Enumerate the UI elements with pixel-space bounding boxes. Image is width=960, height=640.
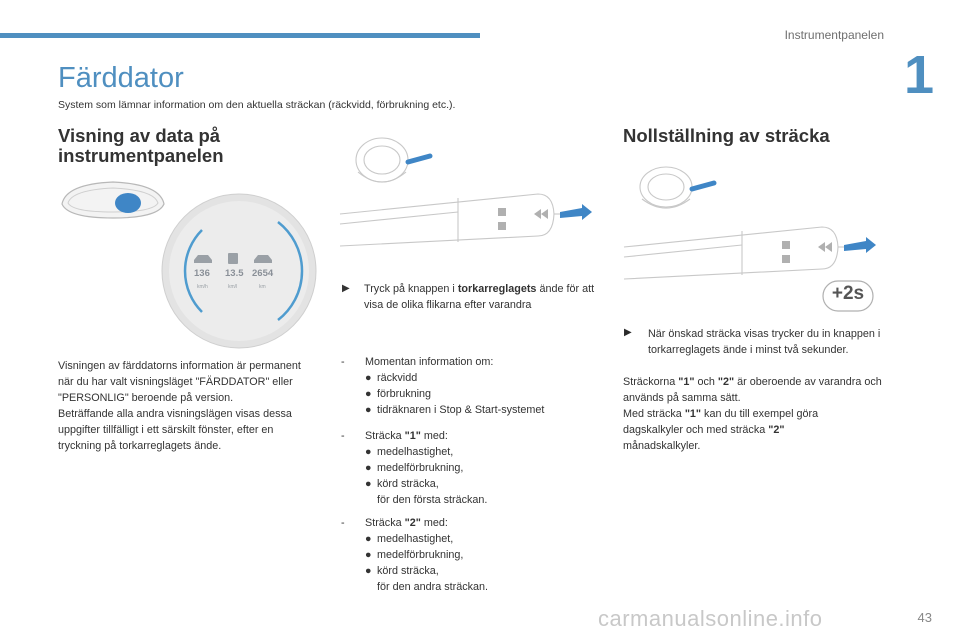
reset-p1-b1: "1" — [678, 376, 695, 388]
display-description-para2: Beträffande alla andra visningslägen visas dessa uppgifter tillfälligt i ett särskilt fönster, efter en tryckning på torkarreglagets ände. — [58, 408, 292, 452]
trip2-label-bold: "2" — [404, 517, 421, 529]
reset-p2-pre: Med sträcka — [623, 408, 685, 420]
chapter-number: 1 — [903, 45, 934, 105]
section-label: Instrumentpanelen — [784, 28, 884, 42]
reset-p1-post: är oberoende av varandra och används på samma sätt. — [623, 376, 882, 404]
momentan-label: Momentan information om: — [365, 356, 494, 368]
display-unit-3: km — [259, 284, 266, 290]
display-unit-1: km/h — [197, 284, 208, 290]
trip1-tail: för den första sträckan. — [377, 494, 488, 506]
display-unit-2: km/l — [228, 284, 238, 290]
wiper-instruction-pre: Tryck på knappen i — [364, 283, 458, 295]
reset-p1-mid: och — [694, 376, 718, 388]
trip2-item: körd sträcka, — [377, 565, 439, 577]
instruction-arrow-icon: ▶ — [342, 283, 350, 294]
display-value-1: 136 — [194, 268, 210, 279]
badge-text: +2s — [831, 283, 865, 304]
reset-p2-mid: kan du till exempel göra dagskalkyler och med sträcka — [623, 408, 819, 436]
heading-display-data: Visning av data på instrumentpanelen — [58, 125, 224, 166]
momentan-item: förbrukning — [377, 388, 432, 400]
trip1-label-bold: "1" — [404, 430, 421, 442]
trip1-item: medelförbrukning, — [377, 462, 464, 474]
trip2-list: - Sträcka "2" med: ● medelhastighet, ● medelförbrukning, ● körd sträcka, för den andra sträckan. — [341, 515, 603, 595]
trip2-tail: för den andra sträckan. — [377, 581, 489, 593]
reset-p1-b2: "2" — [717, 376, 735, 388]
wiper-instruction — [342, 281, 604, 313]
trip1-item: medelhastighet, — [377, 446, 454, 458]
momentan-item: räckvidd — [377, 372, 418, 384]
reset-p2-post: månadskalkyler. — [623, 440, 701, 452]
momentan-list: - Momentan information om: ● räckvidd ● förbrukning ● tidräknaren i Stop & Start-systemet — [341, 356, 545, 416]
header-bar — [0, 33, 480, 38]
watermark: carmanualsonline.info — [598, 606, 823, 631]
trip2-label-pre: Sträcka — [365, 517, 405, 529]
reset-paragraph-2 — [623, 406, 849, 454]
display-value-3: 2654 — [252, 268, 274, 279]
page-title: Färddator — [58, 62, 184, 94]
display-description-para1: Visningen av färddatorns information är permanent när du har valt visningsläget "FÄRDDATOR" eller "PERSONLIG" beroende på version. — [58, 360, 301, 404]
trip1-label-post: med: — [420, 430, 448, 442]
page-number: 43 — [917, 610, 932, 625]
display-description — [58, 358, 306, 454]
reset-paragraph-1 — [623, 374, 891, 406]
reset-arrow-icon: ▶ — [624, 327, 632, 338]
trip2-item: medelförbrukning, — [377, 549, 464, 561]
trip2-item: medelhastighet, — [377, 533, 454, 545]
instrument-cluster-illustration — [58, 178, 168, 222]
reset-p1-pre: Sträckorna — [623, 376, 679, 388]
wiper-instruction-post: ände för att visa de olika flikarna efter varandra — [364, 283, 595, 311]
trip2-label-post: med: — [420, 517, 448, 529]
momentan-item: tidräknaren i Stop & Start-systemet — [377, 404, 545, 416]
trip1-item: körd sträcka, — [377, 478, 439, 490]
trip1-label-pre: Sträcka — [365, 430, 405, 442]
display-value-2: 13.5 — [225, 268, 244, 279]
wiper-instruction-bold: torkarreglagets — [457, 283, 537, 295]
trip1-list: - Sträcka "1" med: ● medelhastighet, ● medelförbrukning, ● körd sträcka, för den första sträckan. — [341, 428, 603, 508]
heading-reset-trip: Nollställning av sträcka — [623, 125, 830, 146]
reset-instruction: När önskad sträcka visas trycker du in knappen i torkarreglagets ände i minst två sekunder. — [648, 328, 881, 356]
reset-p2-b1: "1" — [684, 408, 702, 420]
wiper-stalk-illustration-1 — [338, 132, 598, 267]
page-subtitle: System som lämnar information om den aktuella sträckan (räckvidd, förbrukning etc.). — [58, 99, 456, 111]
reset-p2-b2: "2" — [768, 424, 785, 436]
